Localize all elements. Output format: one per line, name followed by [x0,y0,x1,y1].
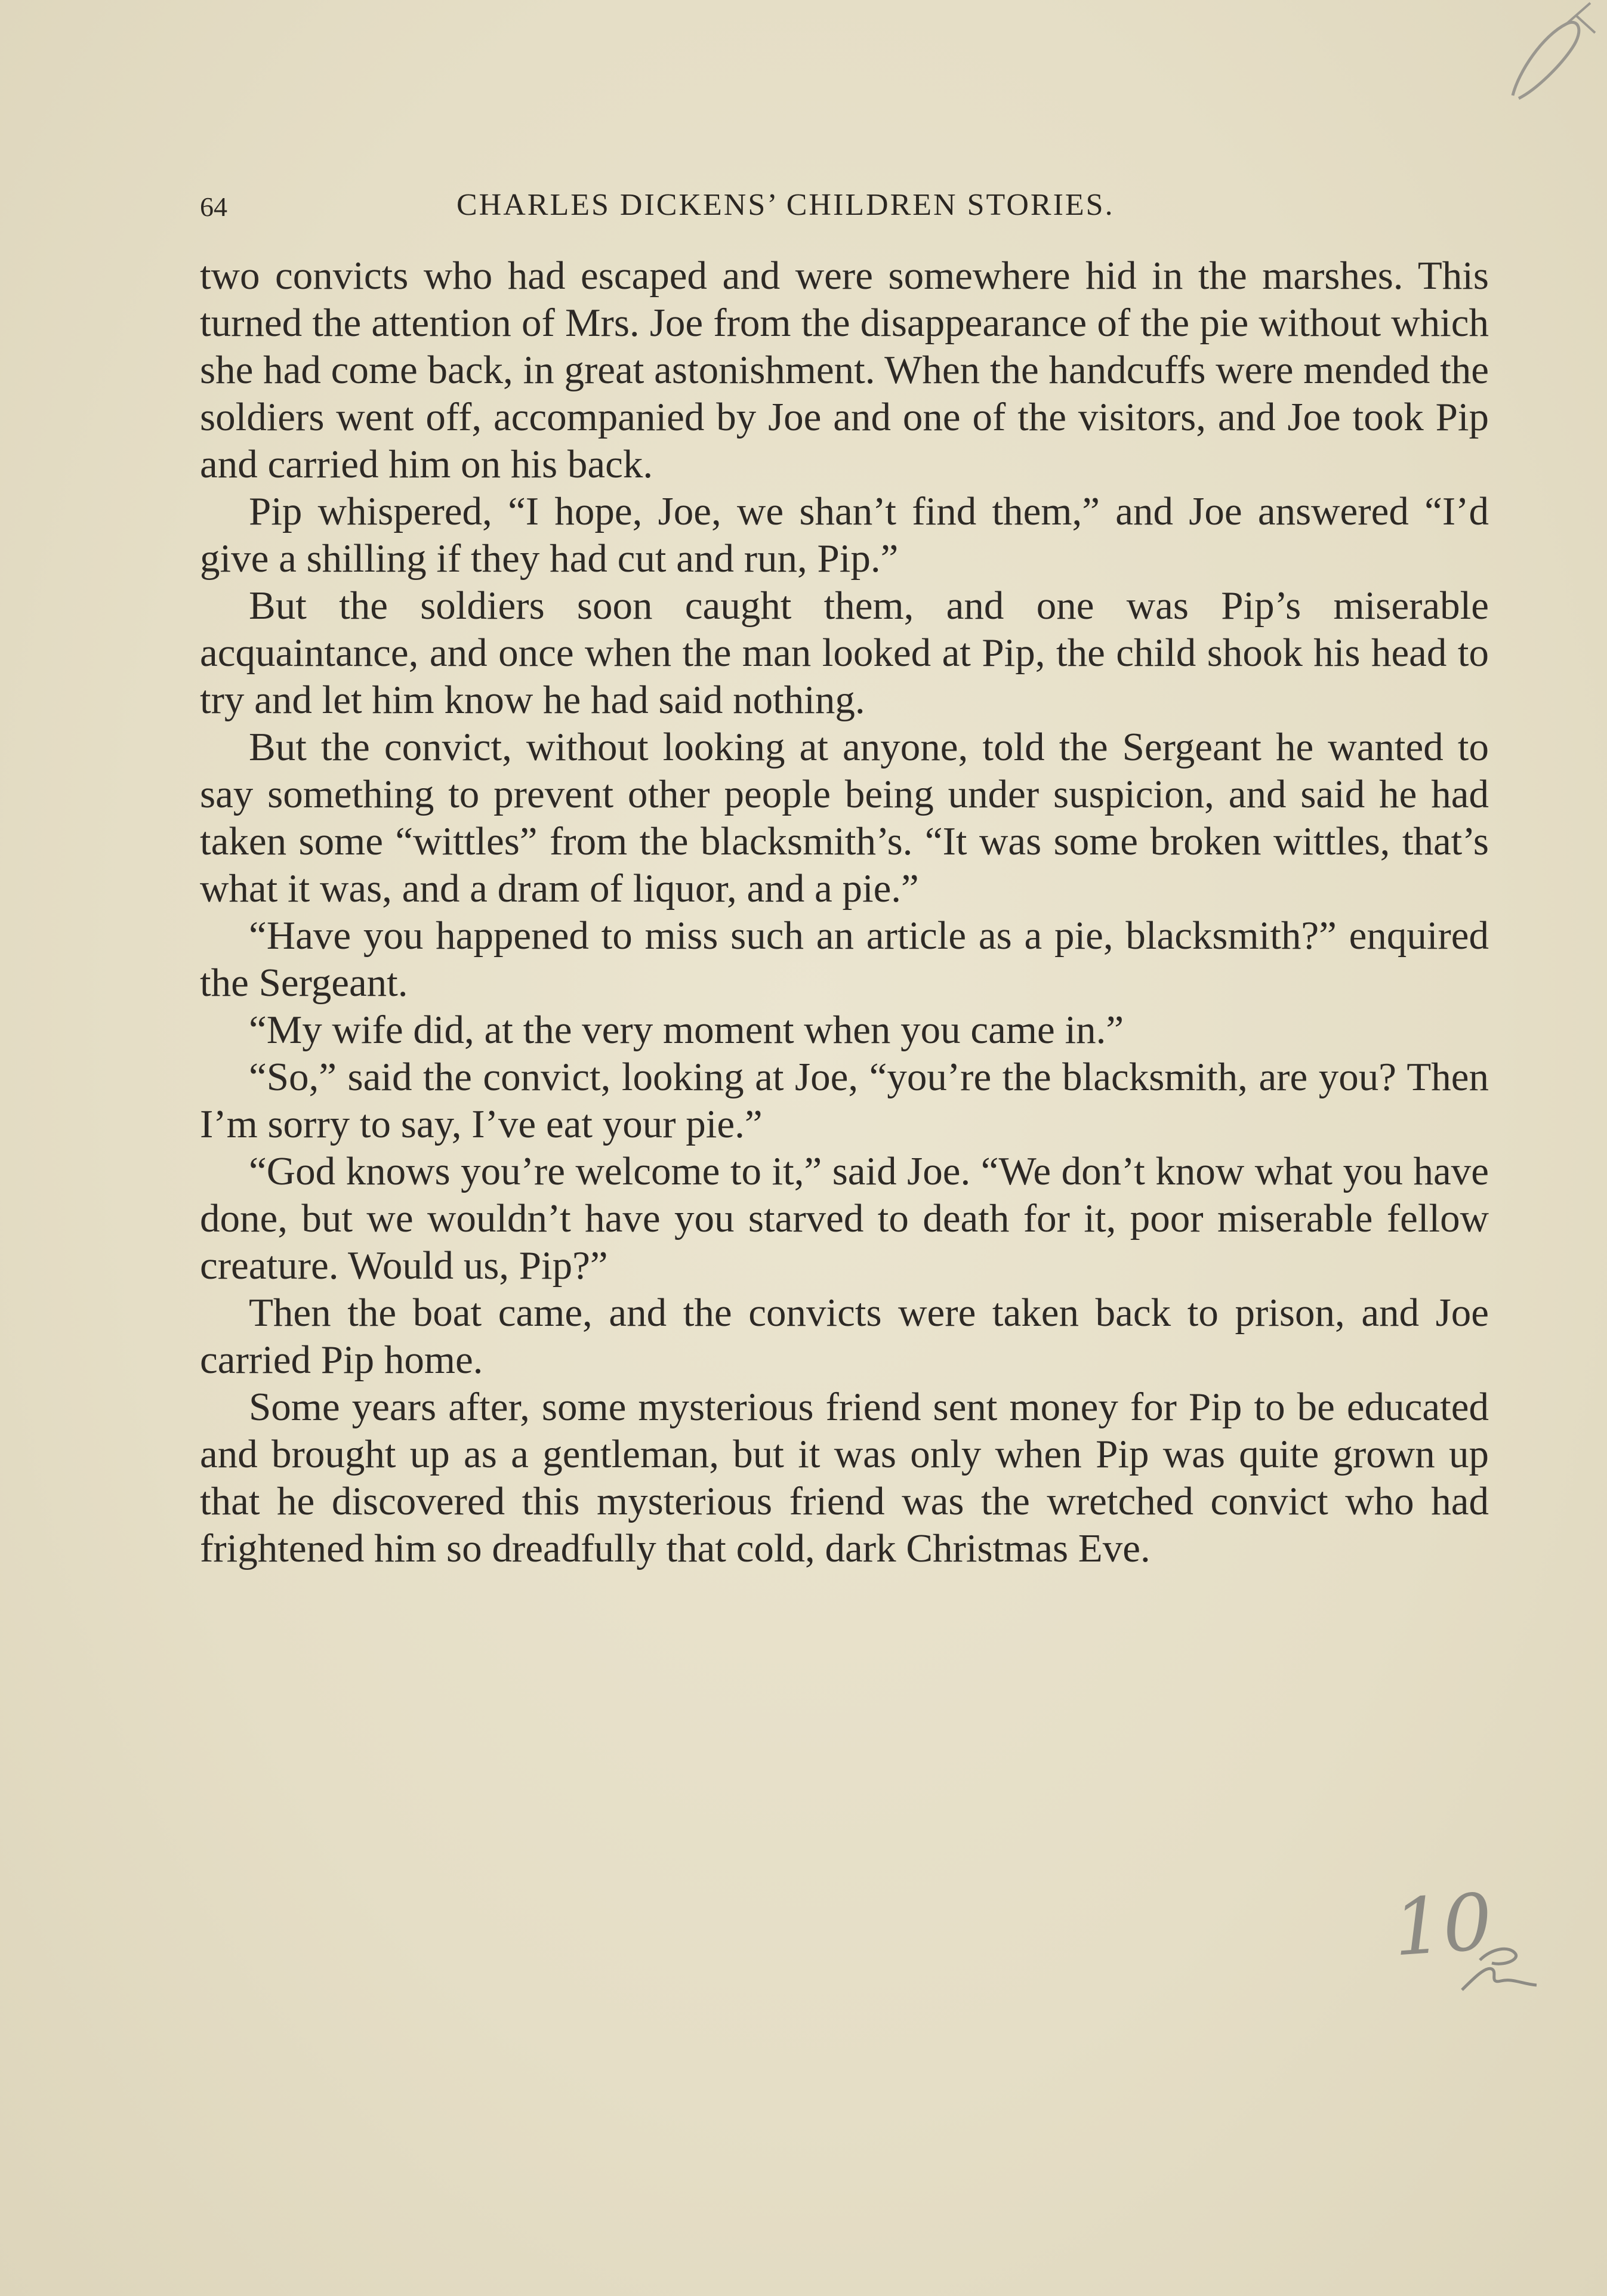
paragraph: “So,” said the convict, looking at Joe, “you’re the blacksmith, are you? Then I’m sorry to say, I’ve eat your pie.” [200,1055,1489,1146]
paragraph: Then the boat came, and the convicts were taken back to prison, and Joe carried Pip home. [200,1291,1489,1382]
paragraph: But the soldiers soon caught them, and one was Pip’s miserable acquaintance, and once when the man looked at Pip, the child shook his head to try and let him know he had said nothing. [200,584,1489,722]
paragraph: two convicts who had escaped and were somewhere hid in the marshes. This turned the attention of Mrs. Joe from the disappearance of the pie without which she had come back, in great astonishment. When the handcuffs were mended the soldiers went off, accompanied by Joe and one of the visitors, and Joe took Pip and carried him on his back. [200,254,1489,486]
running-header [200,179,1238,233]
page-number: 64 [200,192,227,222]
pencil-annotation-number: 10 [1390,1876,1495,1974]
pencil-flourish-icon [1456,1942,1540,1996]
paragraph: Pip whispered, “I hope, Joe, we shan’t find them,” and Joe answered “I’d give a shilling if they had cut and run, Pip.” [200,489,1489,581]
paragraph: “My wife did, at the very moment when you came in.” [249,1008,1124,1052]
paragraph: “God knows you’re welcome to it,” said Joe. “We don’t know what you have done, but we wouldn’t have you starved to death for it, poor miserable fellow creature. Would us, Pip?” [200,1149,1489,1288]
body-text [200,252,1489,1572]
pencil-scribble-icon [1501,0,1596,107]
running-title: CHARLES DICKENS’ CHILDREN STORIES. [457,188,1115,222]
paragraph: But the convict, without looking at anyone, told the Sergeant he wanted to say something to prevent other people being under suspicion, and said he had taken some “wittles” from the blacksmith’s. “It was some broken wittles, that’s what it was, and a dram of liquor, and a pie.” [200,725,1489,911]
paragraph: “Have you happened to miss such an article as a pie, blacksmith?” enquired the Sergeant. [200,914,1489,1005]
paragraph: Some years after, some mysterious friend sent money for Pip to be educated and brought up as a gentleman, but it was only when Pip was quite grown up that he discovered this mysterious friend was the wretched convict who had frightened him so dreadfully that cold, dark Christmas Eve. [200,1385,1489,1570]
